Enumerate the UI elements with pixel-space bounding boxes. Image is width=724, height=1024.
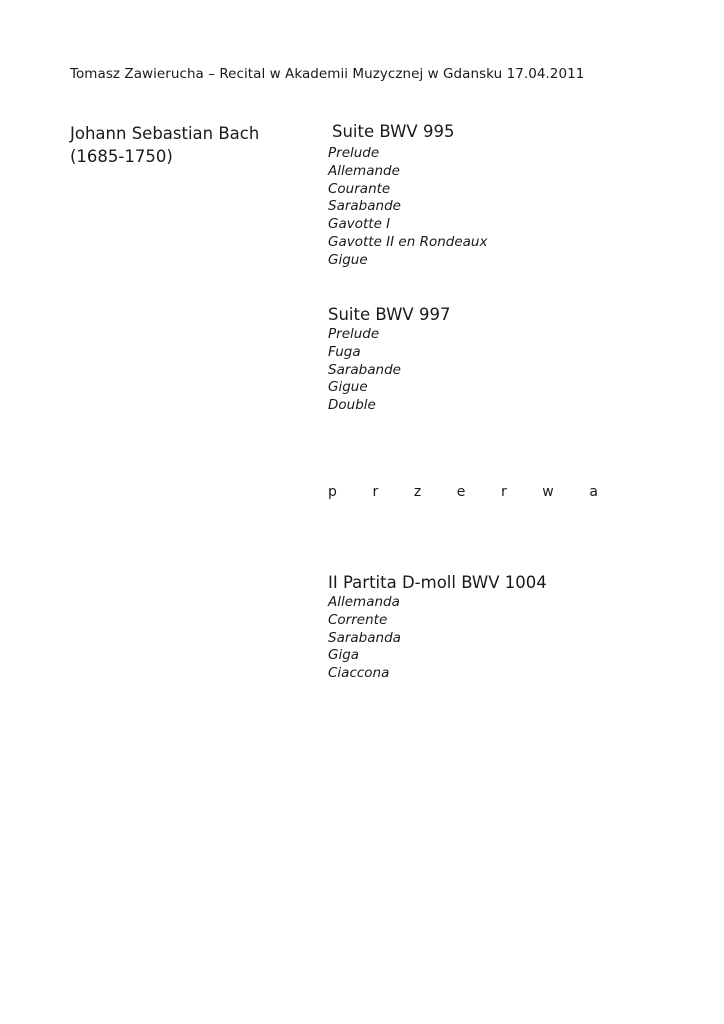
work-title: Suite BWV 995	[332, 122, 455, 141]
movement-item: Prelude	[328, 326, 380, 342]
work-title: Suite BWV 997	[328, 305, 451, 324]
intermission-letter: r	[500, 484, 507, 500]
movement-item: Sarabande	[328, 361, 401, 378]
movement-item: Gavotte II en Rondeaux	[328, 233, 488, 250]
intermission-letter: r	[372, 484, 379, 500]
composer-name: Johann Sebastian Bach	[70, 124, 260, 143]
work-title: II Partita D-moll BWV 1004	[328, 573, 547, 592]
intermission-letter: p	[328, 484, 337, 500]
movement-list	[328, 594, 547, 683]
composer-years: (1685-1750)	[70, 147, 173, 166]
work-suite-bwv-997	[328, 304, 450, 415]
intermission-letter: a	[589, 484, 598, 500]
movement-item: Double	[328, 397, 376, 414]
movement-item: Fuga	[328, 343, 361, 360]
composer-block	[70, 122, 259, 168]
movement-item: Gigue	[328, 379, 368, 396]
movement-item: Allemande	[328, 162, 400, 179]
movement-item: Courante	[328, 180, 391, 197]
intermission-label	[328, 484, 598, 500]
movement-item: Gigue	[328, 251, 368, 268]
work-partita-bwv-1004	[328, 572, 547, 683]
movement-list	[328, 145, 487, 270]
movement-item: Sarabanda	[328, 629, 401, 646]
intermission-letter: z	[413, 484, 422, 500]
movement-item: Ciaccona	[328, 665, 390, 682]
movement-item: Prelude	[328, 145, 380, 161]
intermission-letter: e	[456, 484, 466, 500]
movement-item: Corrente	[328, 611, 388, 628]
program-header: Tomasz Zawierucha – Recital w Akademii Muzycznej w Gdansku 17.04.2011	[70, 66, 585, 82]
movement-list	[328, 326, 450, 415]
movement-item: Sarabande	[328, 198, 401, 215]
work-suite-bwv-995	[328, 121, 487, 270]
movement-item: Allemanda	[328, 594, 400, 610]
intermission-letter: w	[542, 484, 554, 500]
movement-item: Giga	[328, 647, 360, 664]
movement-item: Gavotte I	[328, 216, 391, 233]
